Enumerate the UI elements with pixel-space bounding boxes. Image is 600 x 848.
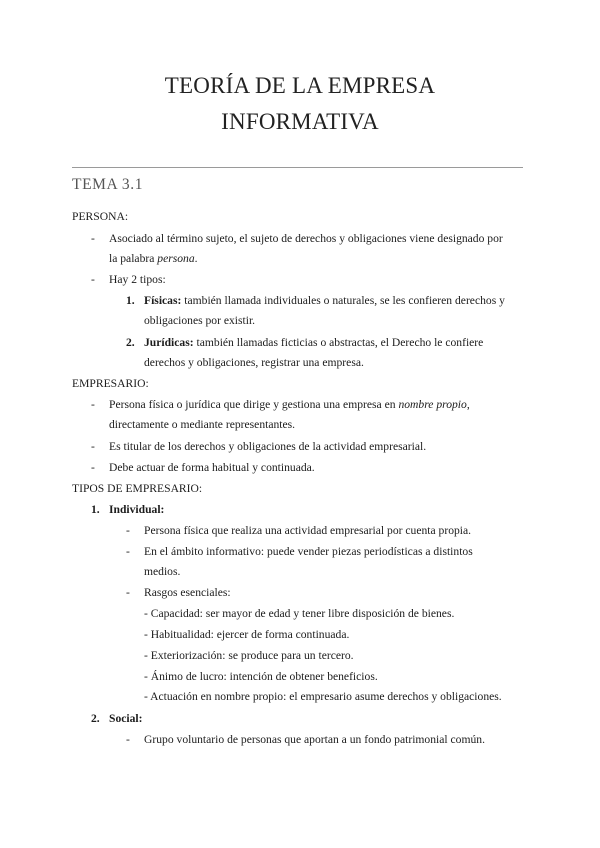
bullet-dash: - (91, 273, 95, 286)
rasgo-line: - Habitualidad: ejercer de forma continuada. (144, 628, 350, 641)
individual-item-2-line-1: En el ámbito informativo: puede vender piezas periodísticas a distintos (144, 545, 473, 558)
rasgo-line: - Capacidad: ser mayor de edad y tener libre disposición de bienes. (144, 607, 455, 620)
persona-item-2: Hay 2 tipos: (109, 273, 166, 286)
fisicas-label: Físicas: (144, 294, 182, 307)
document-title-line-2: INFORMATIVA (221, 109, 379, 134)
bullet-dash: - (91, 440, 95, 453)
title-divider (72, 167, 523, 168)
persona-juridicas-line-1: Jurídicas: también llamadas ficticias o abstractas, el Derecho le confiere (144, 336, 484, 349)
individual-item-2-line-2: medios. (144, 565, 181, 578)
empresario-item-2: Es titular de los derechos y obligaciones de la actividad empresarial. (109, 440, 427, 453)
individual-item-3: Rasgos esenciales: (144, 586, 231, 599)
list-number: 1. (126, 294, 135, 307)
persona-item-1-line-2: la palabra persona. (109, 252, 198, 265)
list-number: 2. (126, 336, 135, 349)
social-heading: Social: (109, 712, 143, 725)
bullet-dash: - (126, 586, 130, 599)
persona-fisicas-line-2: obligaciones por existir. (144, 314, 256, 327)
individual-heading: Individual: (109, 503, 165, 516)
persona-heading: PERSONA: (72, 210, 129, 223)
bullet-dash: - (126, 545, 130, 558)
social-item-1: Grupo voluntario de personas que aportan a un fondo patrimonial común. (144, 733, 485, 746)
rasgo-line: - Actuación en nombre propio: el empresario asume derechos y obligaciones. (144, 690, 502, 703)
rasgo-line: - Exteriorización: se produce para un tercero. (144, 649, 354, 662)
rasgo-line: - Ánimo de lucro: intención de obtener beneficios. (144, 670, 378, 683)
persona-item-1-line-1: Asociado al término sujeto, el sujeto de derechos y obligaciones viene designado por (109, 232, 503, 245)
list-number: 1. (91, 503, 100, 516)
empresario-item-3: Debe actuar de forma habitual y continuada. (109, 461, 315, 474)
bullet-dash: - (126, 524, 130, 537)
juridicas-label: Jurídicas: (144, 336, 194, 349)
empresario-item-1-line-2: directamente o mediante representantes. (109, 418, 296, 431)
empresario-heading: EMPRESARIO: (72, 377, 149, 390)
individual-item-1: Persona física que realiza una actividad empresarial por cuenta propia. (144, 524, 472, 537)
persona-juridicas-line-2: derechos y obligaciones, registrar una empresa. (144, 356, 364, 369)
nombre-propio-term: nombre propio (398, 398, 467, 411)
persona-fisicas-line-1: Físicas: también llamada individuales o naturales, se les confieren derechos y (144, 294, 505, 307)
list-number: 2. (91, 712, 100, 725)
section-subtitle: TEMA 3.1 (72, 176, 144, 193)
bullet-dash: - (91, 461, 95, 474)
bullet-dash: - (91, 398, 95, 411)
persona-italic-term: persona (157, 252, 195, 265)
bullet-dash: - (91, 232, 95, 245)
empresario-item-1-line-1: Persona física o jurídica que dirige y gestiona una empresa en nombre propio, (109, 398, 470, 411)
document-title-line-1: TEORÍA DE LA EMPRESA (164, 73, 436, 98)
bullet-dash: - (126, 733, 130, 746)
tipos-heading: TIPOS DE EMPRESARIO: (72, 482, 203, 495)
